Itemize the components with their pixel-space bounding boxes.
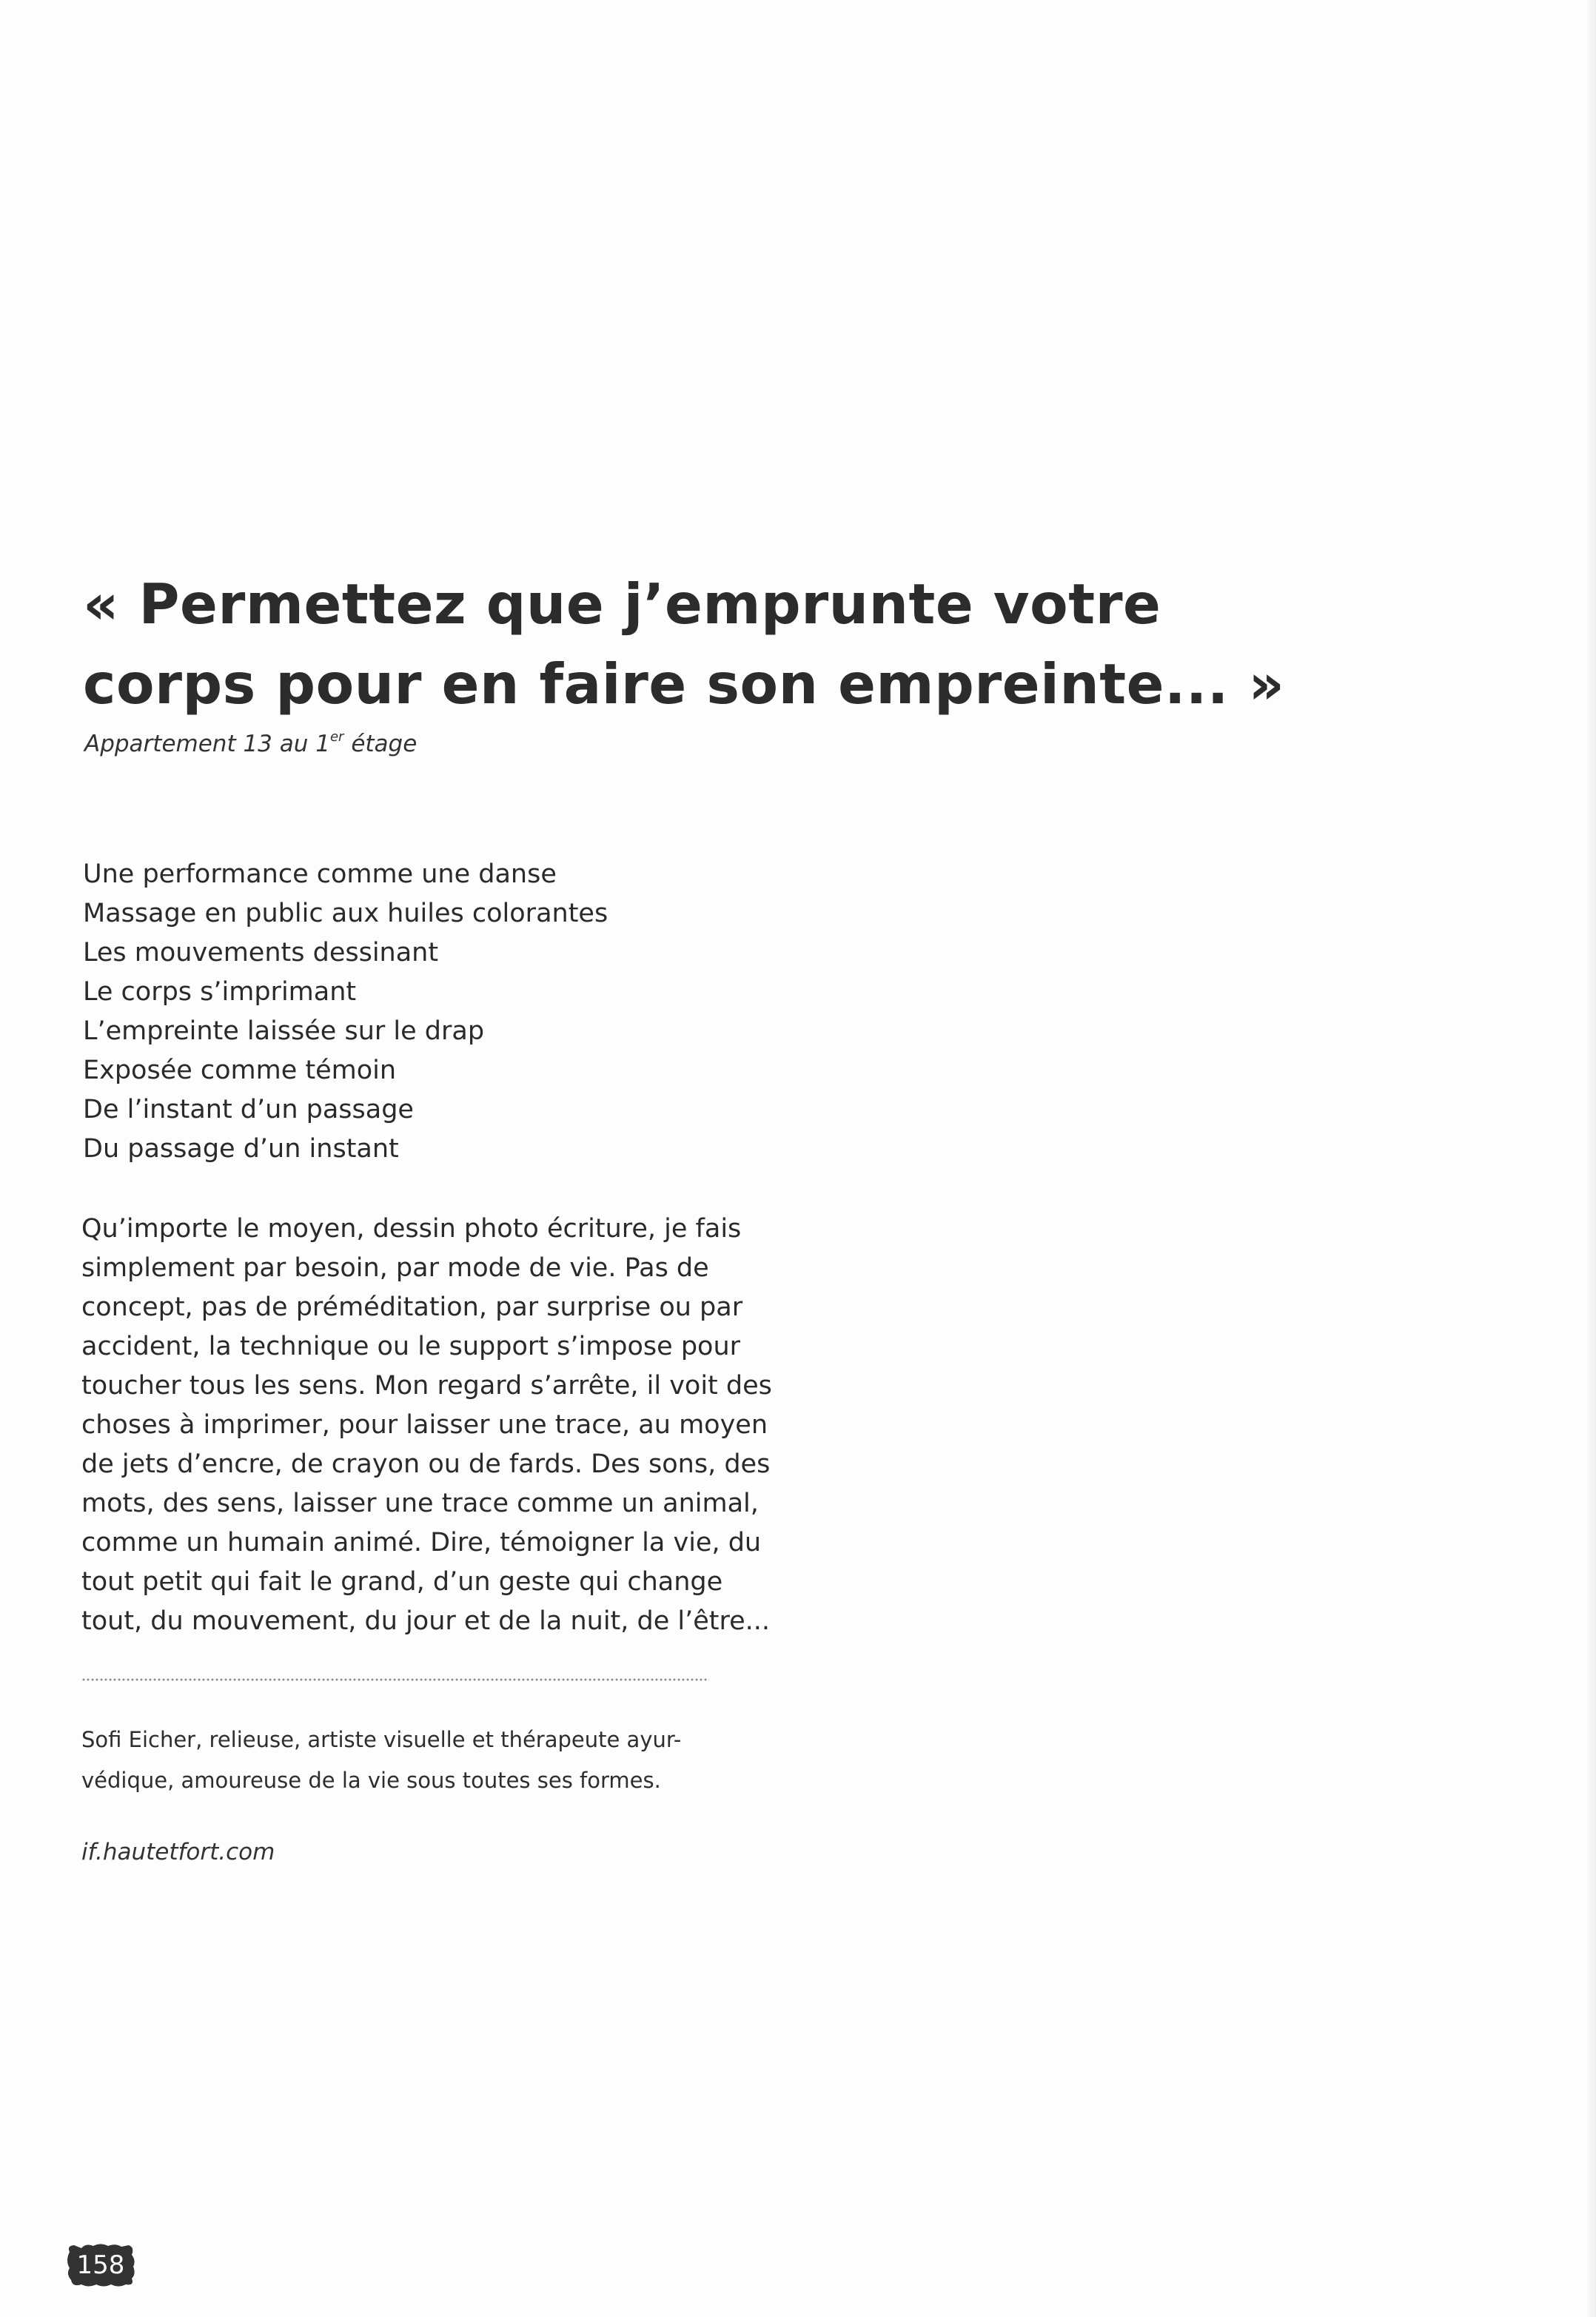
subtitle-text-end: étage (343, 731, 418, 757)
prose-line: simplement par besoin, par mode de vie. Pas de (81, 1253, 709, 1283)
prose-line: de jets d’encre, de crayon ou de fards. Des sons, des (81, 1449, 771, 1479)
prose-line: concept, pas de préméditation, par surprise ou par (81, 1292, 743, 1322)
poem-line: Du passage d’un instant (83, 1134, 399, 1164)
prose-line: comme un humain animé. Dire, témoigner la vie, du (81, 1528, 762, 1557)
page-title (83, 564, 1341, 724)
title-line-1: « Permettez que j’emprunte votre (83, 571, 1161, 637)
poem-block (83, 855, 608, 1169)
poem-line: Exposée comme témoin (83, 1056, 397, 1085)
bio-line: Sofi Eicher, relieuse, artiste visuelle et thérapeute ayur- (81, 1727, 682, 1752)
poem-line: L’empreinte laissée sur le drap (83, 1016, 485, 1046)
prose-line: choses à imprimer, pour laisser une trace, au moyen (81, 1410, 768, 1440)
poem-line: Massage en public aux huiles colorantes (83, 899, 608, 928)
poem-line: Le corps s’imprimant (83, 977, 357, 1007)
prose-line: tout petit qui fait le grand, d’un geste qui change (81, 1567, 723, 1597)
subtitle-superscript: er (329, 729, 344, 745)
title-line-2: corps pour en faire son empreinte... » (83, 651, 1285, 717)
page-number-badge (65, 2241, 136, 2289)
poem-line: De l’instant d’un passage (83, 1095, 414, 1124)
prose-line: Qu’importe le moyen, dessin photo écriture, je fais (81, 1214, 742, 1244)
page-edge-shadow (1586, 0, 1596, 2317)
subtitle-text: Appartement 13 au 1 (84, 731, 330, 757)
bio-line: védique, amoureuse de la vie sous toutes ses formes. (81, 1768, 661, 1793)
prose-line: mots, des sens, laisser une trace comme un animal, (81, 1489, 759, 1518)
poem-line: Les mouvements dessinant (83, 938, 439, 968)
author-bio (81, 1720, 681, 1801)
location-subtitle (84, 729, 417, 759)
poem-line: Une performance comme une danse (83, 859, 557, 889)
prose-paragraph (81, 1210, 772, 1641)
page-number: 158 (76, 2250, 125, 2280)
prose-line: tout, du mouvement, du jour et de la nuit, de l’être... (81, 1606, 771, 1636)
dotted-divider (81, 1677, 709, 1682)
prose-line: accident, la technique ou le support s’impose pour (81, 1332, 741, 1361)
prose-line: toucher tous les sens. Mon regard s’arrête, il voit des (81, 1371, 772, 1401)
author-website: if.hautetfort.com (81, 1839, 275, 1865)
